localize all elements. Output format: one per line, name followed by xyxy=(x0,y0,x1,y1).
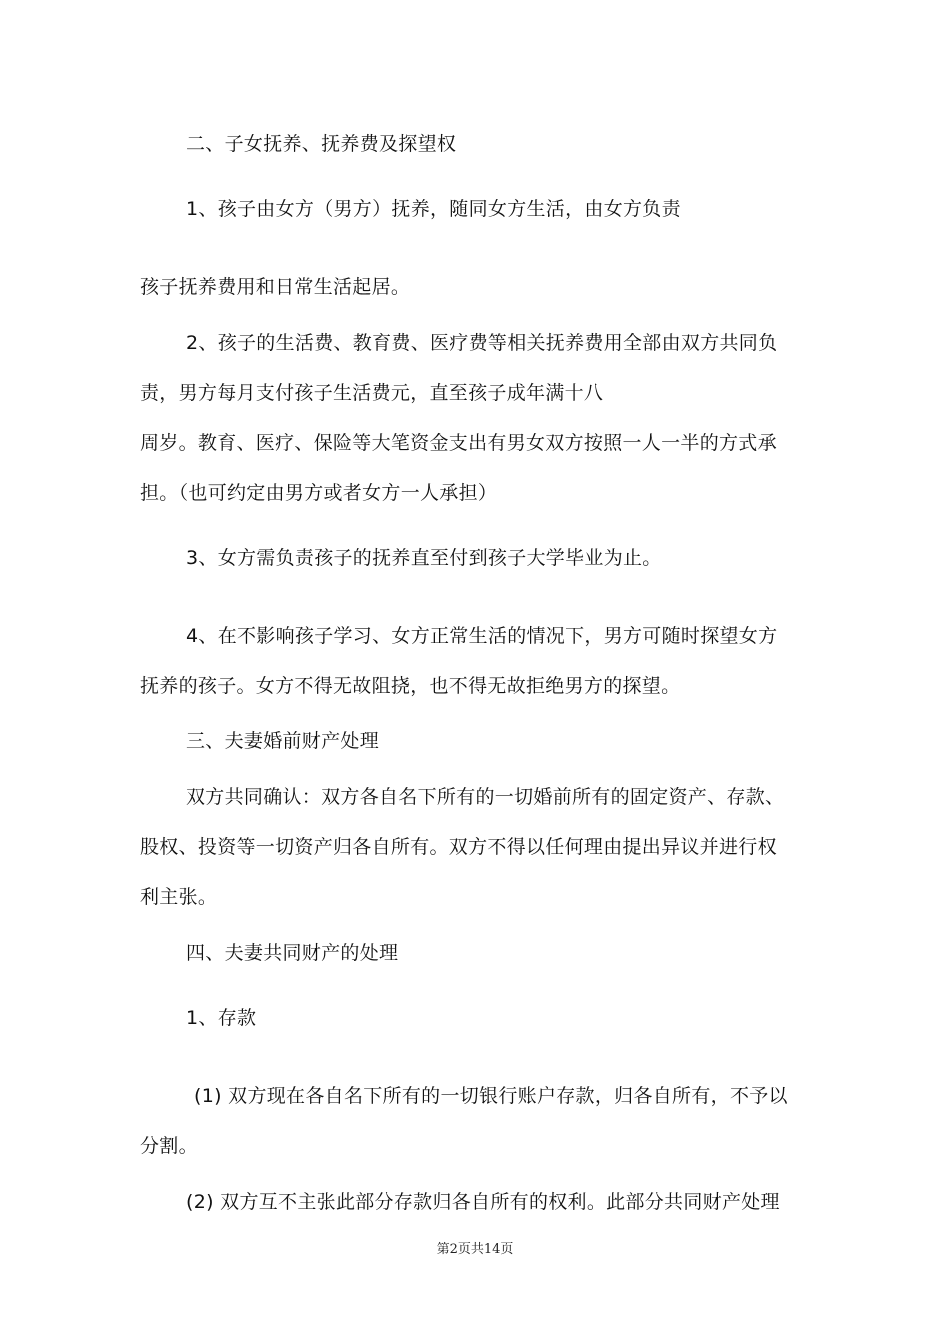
paragraph-line: 股权、投资等一切资产归各自所有。双方不得以任何理由提出异议并进行权 xyxy=(140,836,777,858)
paragraph-line: 2、孩子的生活费、教育费、医疗费等相关抚养费用全部由双方共同负 xyxy=(186,332,778,354)
paragraph-line: 责，男方每月支付孩子生活费元，直至孩子成年满十八 xyxy=(140,382,604,404)
paragraph-line: 担。（也可约定由男方或者女方一人承担） xyxy=(140,482,498,504)
paragraph-line: 3、女方需负责孩子的抚养直至付到孩子大学毕业为止。 xyxy=(186,547,662,569)
paragraph-line: 双方共同确认：双方各自名下所有的一切婚前所有的固定资产、存款、 xyxy=(186,786,785,808)
section-heading-4: 四、夫妻共同财产的处理 xyxy=(186,942,399,964)
section-heading-3: 三、夫妻婚前财产处理 xyxy=(186,730,380,752)
page-number-footer: 第2页共14页 xyxy=(436,1242,514,1257)
paragraph-line: (2) 双方互不主张此部分存款归各自所有的权利。此部分共同财产处理 xyxy=(186,1191,780,1213)
paragraph-line: 孩子抚养费用和日常生活起居。 xyxy=(140,276,411,298)
paragraph-line: 4、在不影响孩子学习、女方正常生活的情况下，男方可随时探望女方 xyxy=(186,625,778,647)
subsection-heading: 1、存款 xyxy=(186,1007,257,1029)
paragraph-line: (1) 双方现在各自名下所有的一切银行账户存款，归各自所有，不予以 xyxy=(194,1085,788,1107)
paragraph-line: 抚养的孩子。女方不得无故阻挠，也不得无故拒绝男方的探望。 xyxy=(140,675,681,697)
paragraph-line: 1、孩子由女方（男方）抚养，随同女方生活，由女方负责 xyxy=(186,198,681,220)
paragraph-line: 利主张。 xyxy=(140,886,218,908)
paragraph-line: 周岁。教育、医疗、保险等大笔资金支出有男女双方按照一人一半的方式承 xyxy=(140,432,777,454)
paragraph-line: 分割。 xyxy=(140,1135,198,1157)
section-heading-2: 二、子女抚养、抚养费及探望权 xyxy=(186,133,457,155)
